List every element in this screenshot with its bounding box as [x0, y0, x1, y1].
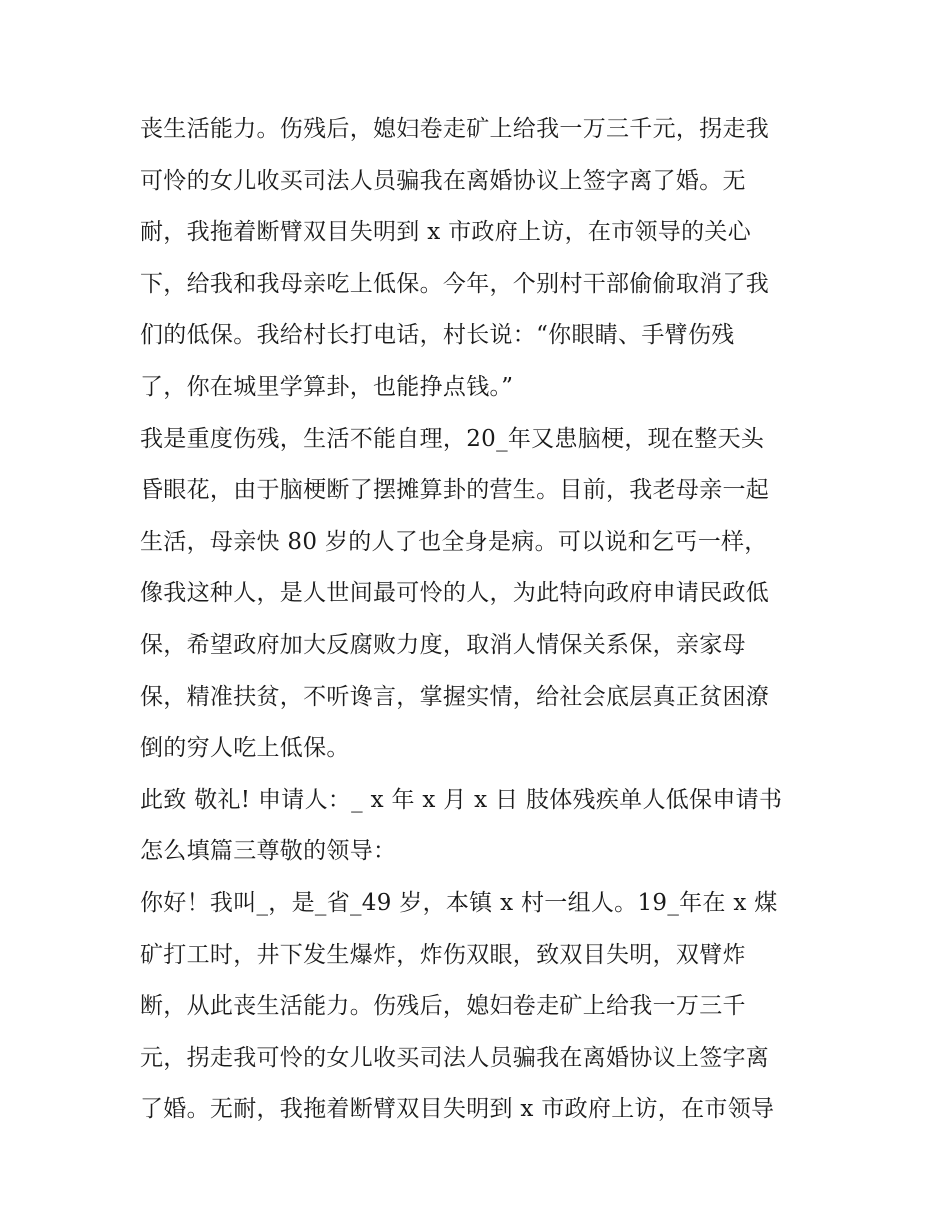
- text-line: 怎么填篇三尊敬的领导：: [140, 838, 397, 865]
- text-line: 矿打工时，井下发生爆炸，炸伤双眼，致双目失明，双臂炸: [140, 941, 746, 968]
- text-line: 们的低保。我给村长打电话，村长说：“你眼睛、手臂伤残: [140, 322, 735, 349]
- text-line: 昏眼花，由于脑梗断了摆摊算卦的营生。目前，我老母亲一起: [140, 477, 770, 504]
- text-line: 元，拐走我可怜的女儿收买司法人员骗我在离婚协议上签字离: [140, 1044, 770, 1071]
- text-line: 丧生活能力。伤残后，媳妇卷走矿上给我一万三千元，拐走我: [140, 116, 770, 142]
- text-line: 可怜的女儿收买司法人员骗我在离婚协议上签字离了婚。无: [140, 167, 746, 194]
- text-line: 保，精准扶贫，不听谗言，掌握实情，给社会底层真正贫困潦: [140, 683, 770, 710]
- text-line: 了，你在城里学算卦，也能挣点钱。”: [140, 373, 514, 400]
- text-line: 你好！我叫_，是_省_49 岁，本镇 x 村一组人。19_年在 x 煤: [140, 889, 778, 916]
- text-line: 了婚。无耐，我拖着断臂双目失明到 x 市政府上访，在市领导: [140, 1096, 775, 1123]
- text-line: 生活，母亲快 80 岁的人了也全身是病。可以说和乞丐一样，: [140, 528, 768, 555]
- text-line: 我是重度伤残，生活不能自理，20_年又患脑梗，现在整天头: [140, 425, 765, 452]
- text-line: 倒的穷人吃上低保。: [140, 735, 350, 762]
- text-line: 此致 敬礼! 申请人：_ x 年 x 月 x 日 肢体残疾单人低保申请书: [140, 786, 783, 813]
- text-line: 像我这种人，是人世间最可怜的人，为此特向政府申请民政低: [140, 580, 770, 607]
- document-body: [140, 104, 820, 1136]
- text-line: 保，希望政府加大反腐败力度，取消人情保关系保，亲家母: [140, 631, 746, 658]
- text-line: 耐，我拖着断臂双目失明到 x 市政府上访，在市领导的关心: [140, 219, 751, 246]
- text-line: 下，给我和我母亲吃上低保。今年，个别村干部偷偷取消了我: [140, 270, 770, 297]
- text-line: 断，从此丧生活能力。伤残后，媳妇卷走矿上给我一万三千: [140, 993, 746, 1020]
